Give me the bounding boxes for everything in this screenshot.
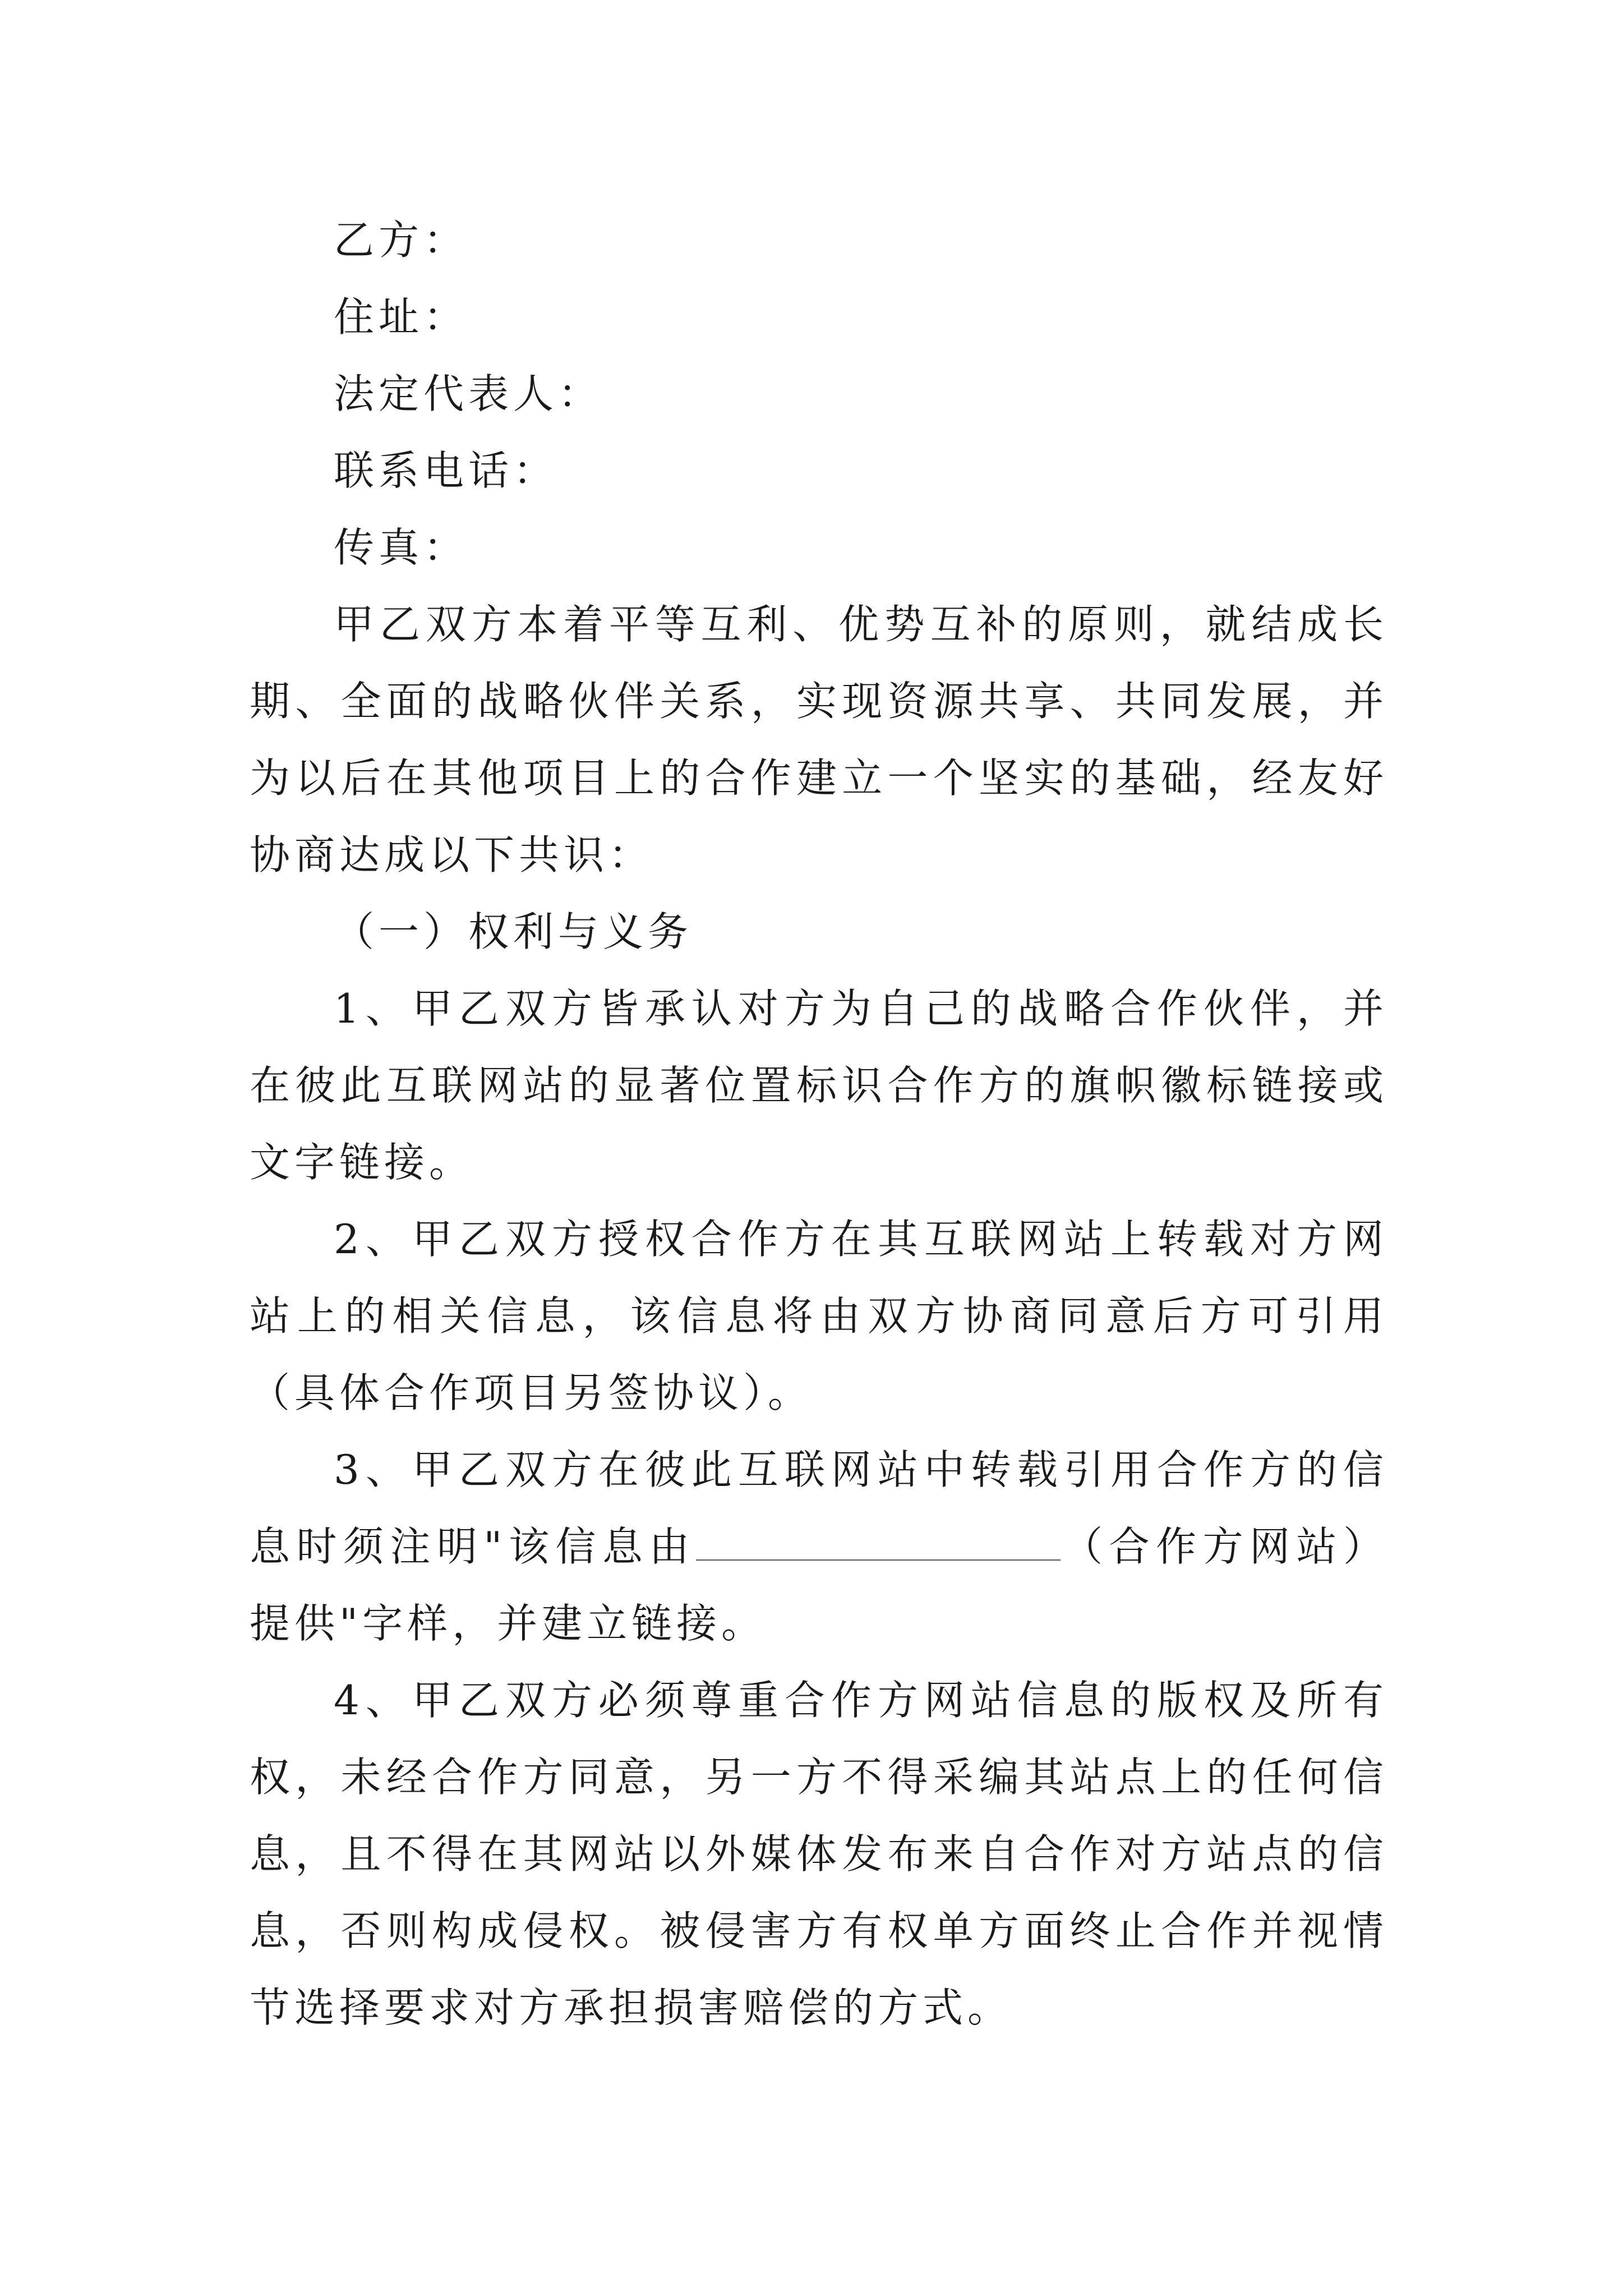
intro-paragraph: 甲乙双方本着平等互利、优势互补的原则，就结成长期、全面的战略伙伴关系，实现资源共享、共同发展，并为以后在其他项目上的合作建立一个坚实的基础，经友好协商达成以下共识： xyxy=(250,601,1388,878)
clause-3-before: 3、甲乙双方在彼此互联网站中转载引用合作方的信息时须注明"该信息由 xyxy=(250,1446,1388,1570)
phone-label: 联系电话： xyxy=(334,447,559,494)
clause-3 xyxy=(250,1432,1388,1662)
document-body xyxy=(250,202,1388,2046)
address-label: 住址： xyxy=(334,293,469,341)
fax-label: 传真： xyxy=(334,524,469,571)
clause-4: 4、甲乙双方必须尊重合作方网站信息的版权及所有权，未经合作方同意，另一方不得采编其站点上的任何信息，且不得在其网站以外媒体发布来自合作对方站点的信息，否则构成侵权。被侵害方有权单方面终止合作并视情节选择要求对方承担损害赔偿的方式。 xyxy=(250,1677,1388,2031)
clause-1: 1、甲乙双方皆承认对方为自己的战略合作伙伴，并在彼此互联网站的显著位置标识合作方的旗帜徽标链接或文字链接。 xyxy=(250,985,1388,1186)
section-title: （一）权利与义务 xyxy=(334,908,693,955)
party-b-label: 乙方： xyxy=(334,217,469,264)
clause-3-after: （合作方网站）提供"字样，并建立链接。 xyxy=(250,1523,1388,1647)
fill-in-blank xyxy=(696,1520,1061,1561)
legal-rep-label: 法定代表人： xyxy=(334,370,603,417)
clause-2: 2、甲乙双方授权合作方在其互联网站上转载对方网站上的相关信息，该信息将由双方协商同意后方可引用（具体合作项目另签协议）。 xyxy=(250,1216,1388,1416)
